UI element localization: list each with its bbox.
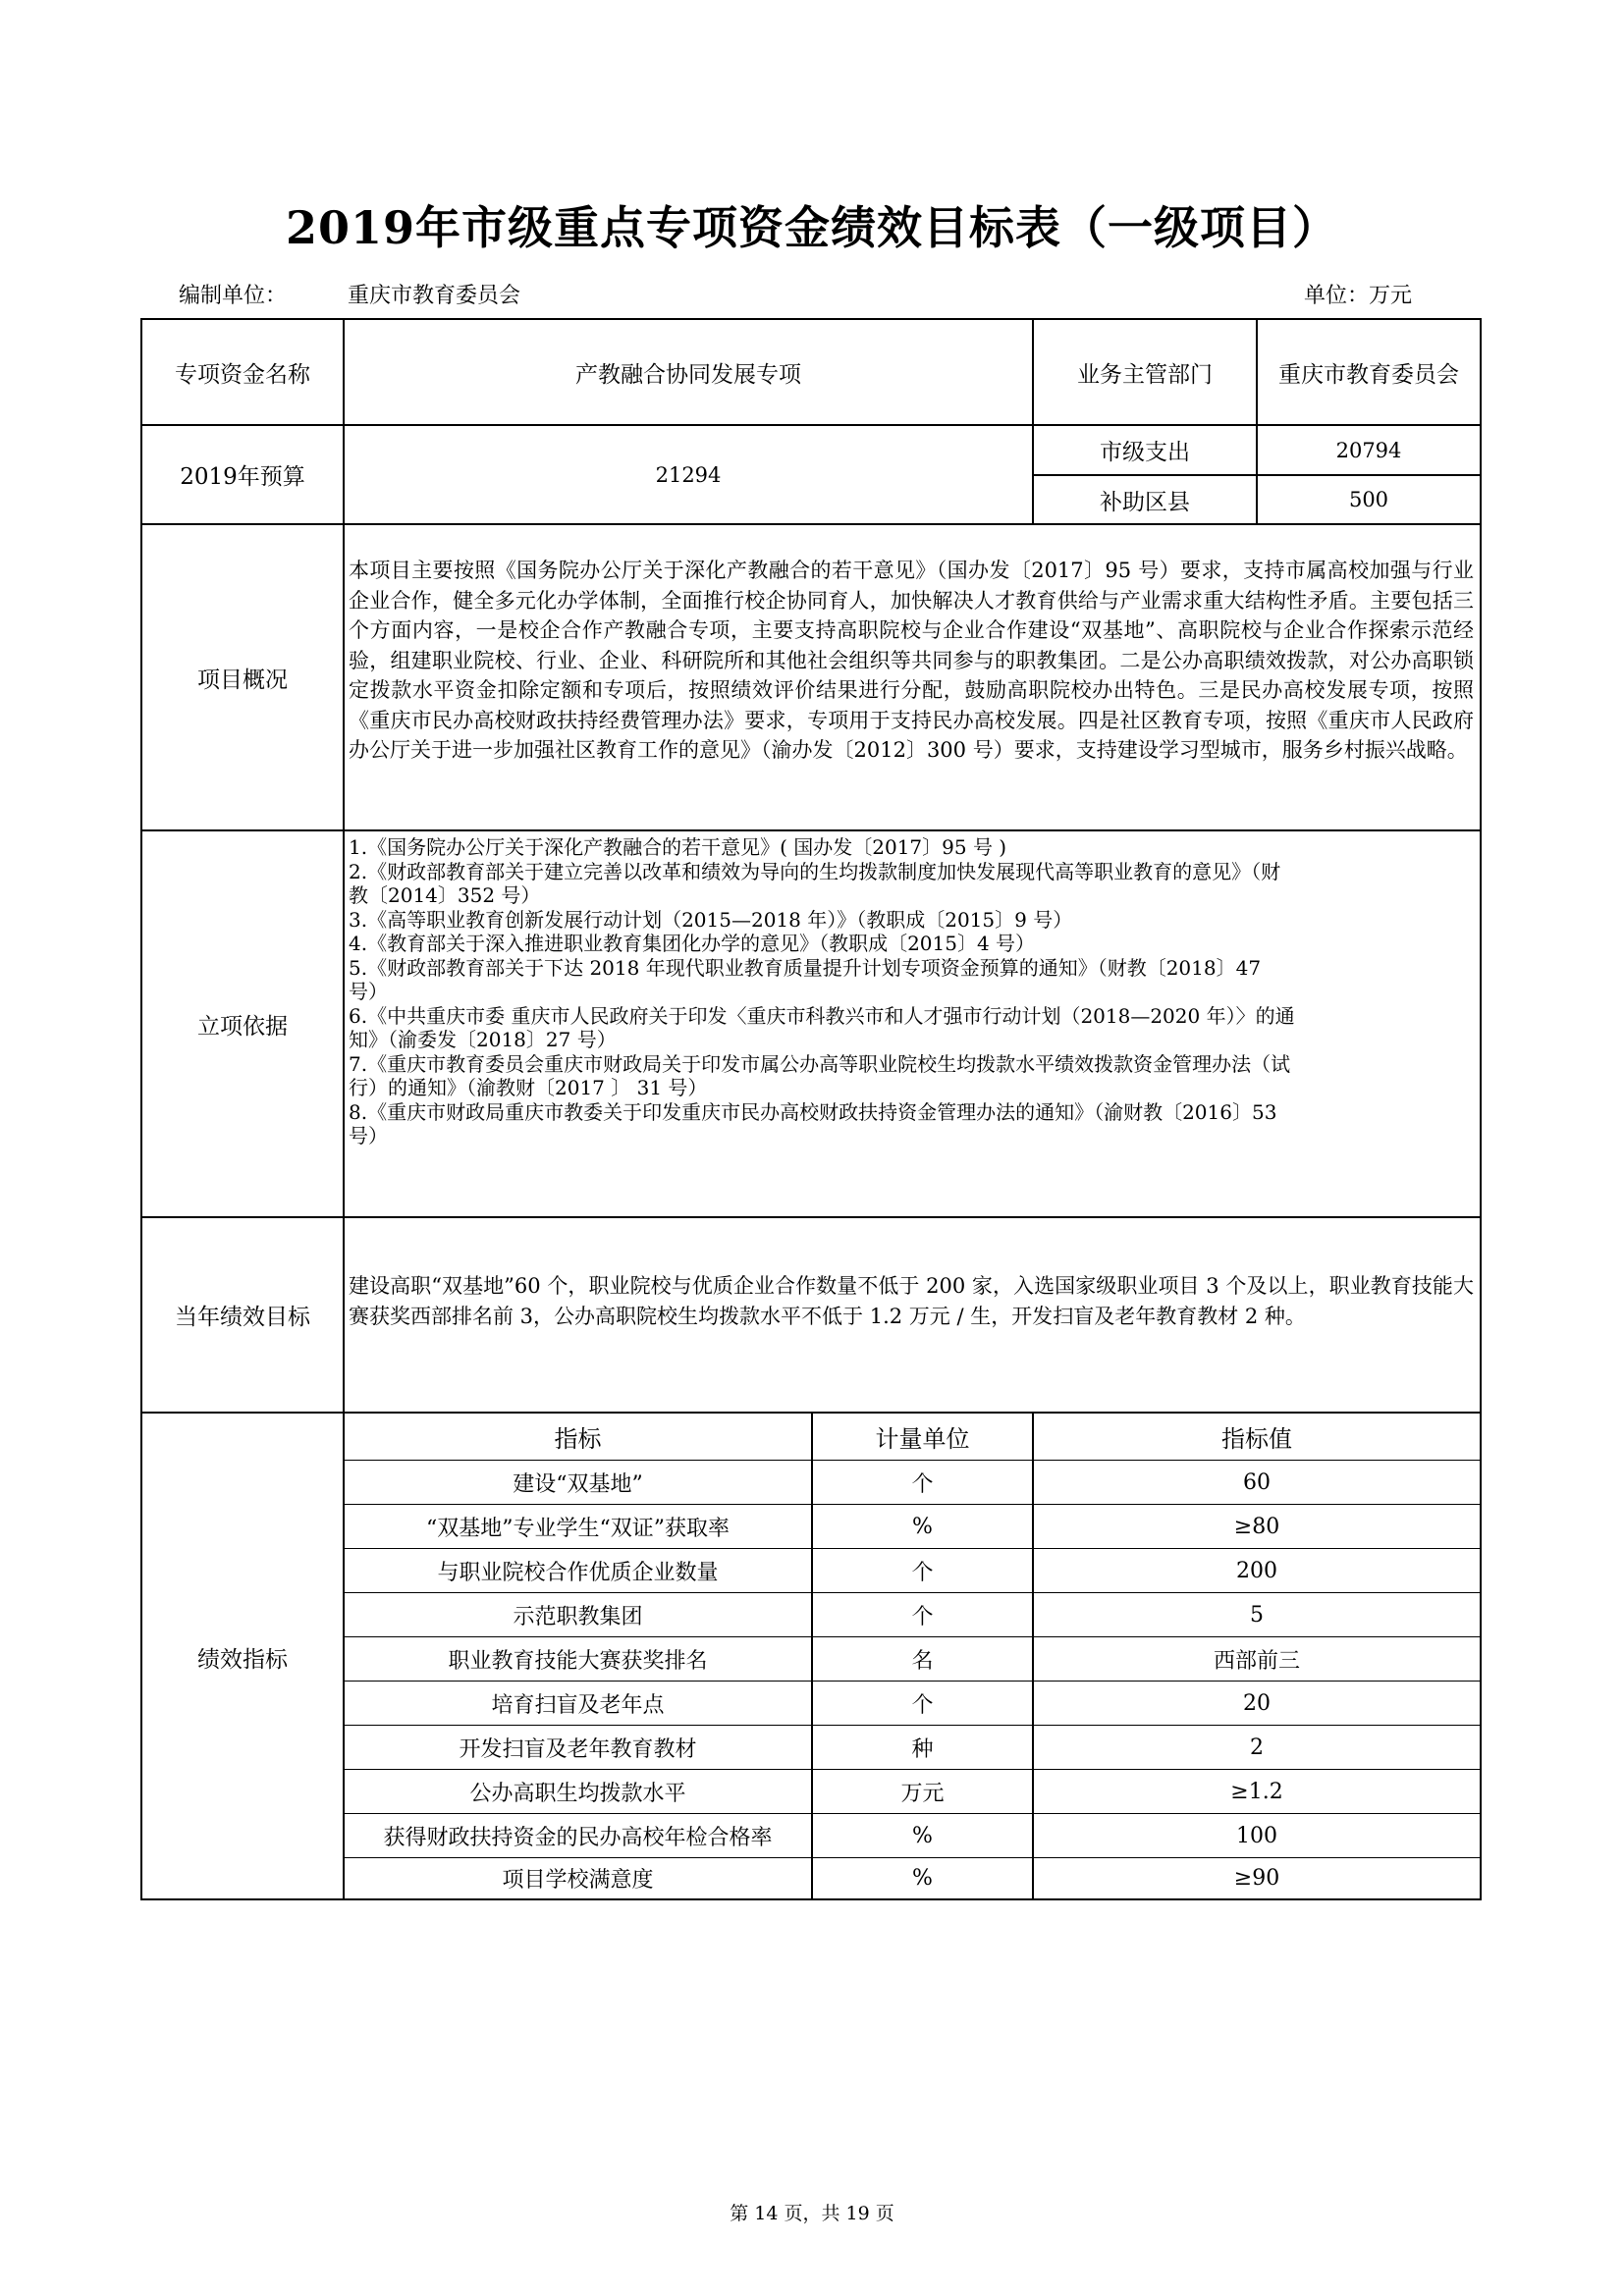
basis-line: 4.《教育部关于深入推进职业教育集团化办学的意见》（教职成〔2015〕4 号） <box>349 932 1036 955</box>
metric-value: 200 <box>1236 1558 1277 1583</box>
metric-value: ≥90 <box>1233 1866 1280 1891</box>
basis-line: 行）的通知》（渝教财〔2017 〕 31 号） <box>349 1076 708 1099</box>
basis-line: 号） <box>349 1124 388 1148</box>
metric-unit: % <box>912 1823 933 1848</box>
metrics-header-indicator: 指标 <box>554 1425 602 1453</box>
budget-value: 21294 <box>655 462 722 487</box>
goal-text: 建设高职“双基地”60 个，职业院校与优质企业合作数量不低于 200 家，入选国家级职业项目 3 个及以上，职业教育技能大赛获奖西部排名前 3，公办高职院校生均拨款水平不低于 1.2 万元 / 生，开发扫盲及老年教育教材 2 种。 <box>349 1274 1474 1328</box>
basis-line: 6.《中共重庆市委 重庆市人民政府关于印发〈重庆市科教兴市和人才强市行动计划（2018—2020 年）〉的通 <box>349 1003 1295 1028</box>
metric-unit: 个 <box>911 1692 934 1718</box>
overview-text: 本项目主要按照《国务院办公厅关于深化产教融合的若干意见》（国办发〔2017〕95 号）要求，支持市属高校加强与行业企业合作，健全多元化办学体制，全面推行校企协同育人，加快解决人才教育供给与产业需求重大结构性矛盾。主要包括三个方面内容，一是校企合作产教融合专项，主要支持高职院校与企业合作建设“双基地”、高职院校与企业合作探索示范经验，组建职业院校、行业、企业、科研院所和其他社会组织等共同参与的职教集团。二是公办高职绩效拨款，对公办高职锁定拨款水平资金扣除定额和专项后，按照绩效评价结果进行分配，鼓励高职院校办出特色。三是民办高校发展专项，按照《重庆市民办高校财政扶持经费管理办法》要求，专项用于支持民办高校发展。四是社区教育专项，按照《重庆市人民政府办公厅关于进一步加强社区教育工作的意见》（渝办发〔2012〕300 号）要求，支持建设学习型城市，服务乡村振兴战略。 <box>349 559 1474 762</box>
metric-name: 职业教育技能大赛获奖排名 <box>448 1648 708 1674</box>
fund-name-value: 产教融合协同发展专项 <box>575 361 801 388</box>
metric-value: 60 <box>1243 1469 1271 1495</box>
page-footer: 第 14 页，共 19 页 <box>730 2203 894 2224</box>
basis-line: 号） <box>349 980 388 1003</box>
metrics-label: 绩效指标 <box>197 1646 288 1673</box>
basis-line: 1.《国务院办公厅关于深化产教融合的若干意见》( 国办发〔2017〕95 号 ) <box>349 835 1007 859</box>
fund-name-label: 专项资金名称 <box>175 361 310 388</box>
district-subsidy-value: 500 <box>1348 488 1389 511</box>
basis-label: 立项依据 <box>197 1013 288 1040</box>
metric-name: 开发扫盲及老年教育教材 <box>459 1736 697 1762</box>
metric-unit: 个 <box>911 1604 934 1629</box>
basis-line: 3.《高等职业教育创新发展行动计划（2015—2018 年）》（教职成〔2015〕9 号） <box>349 907 1073 932</box>
dept-value: 重庆市教育委员会 <box>1278 361 1459 388</box>
basis-line: 2.《财政部教育部关于建立完善以改革和绩效为导向的生均拨款制度加快发展现代高等职业教育的意见》（财 <box>349 859 1281 883</box>
metric-value: ≥80 <box>1233 1514 1280 1539</box>
metric-name: 建设“双基地” <box>513 1471 643 1497</box>
city-spend-label: 市级支出 <box>1100 440 1190 465</box>
basis-list <box>349 835 1478 1148</box>
metric-name: “双基地”专业学生“双证”获取率 <box>426 1516 730 1541</box>
metric-unit: 个 <box>911 1471 934 1497</box>
metrics-header-unit: 计量单位 <box>875 1425 970 1453</box>
metric-value: 西部前三 <box>1213 1648 1300 1674</box>
metric-value: 2 <box>1250 1735 1264 1760</box>
metric-name: 培育扫盲及老年点 <box>491 1692 665 1718</box>
overview-label: 项目概况 <box>197 667 288 693</box>
metric-unit: 万元 <box>900 1781 945 1806</box>
metrics-header-value: 指标值 <box>1221 1425 1292 1453</box>
basis-line: 7.《重庆市教育委员会重庆市财政局关于印发市属公办高等职业院校生均拨款水平绩效拨款资金管理办法（试 <box>349 1051 1291 1076</box>
unit-label: 单位：万元 <box>1304 284 1413 308</box>
org-value: 重庆市教育委员会 <box>348 284 521 308</box>
metric-unit: % <box>912 1514 933 1539</box>
goal-label: 当年绩效目标 <box>175 1305 310 1330</box>
page-title: 2019年市级重点专项资金绩效目标表（一级项目） <box>285 201 1339 254</box>
basis-line: 8.《重庆市财政局重庆市教委关于印发重庆市民办高校财政扶持资金管理办法的通知》（渝财教〔2016〕53 <box>349 1099 1277 1124</box>
city-spend-value: 20794 <box>1335 438 1402 462</box>
org-label: 编制单位： <box>179 284 288 308</box>
metric-unit: 种 <box>911 1736 934 1762</box>
metric-value: 5 <box>1250 1602 1264 1628</box>
metric-unit: 个 <box>911 1560 934 1585</box>
metric-unit: 名 <box>911 1648 934 1674</box>
metric-name: 项目学校满意度 <box>502 1868 654 1893</box>
metric-name: 与职业院校合作优质企业数量 <box>437 1560 719 1585</box>
district-subsidy-label: 补助区县 <box>1100 489 1190 515</box>
metric-value: 20 <box>1243 1690 1271 1716</box>
basis-line: 教〔2014〕352 号） <box>349 883 541 907</box>
metric-name: 示范职教集团 <box>513 1604 643 1629</box>
metric-value: 100 <box>1236 1823 1277 1848</box>
budget-label: 2019年预算 <box>180 464 305 490</box>
metric-unit: % <box>912 1866 933 1891</box>
dept-label: 业务主管部门 <box>1077 361 1213 388</box>
metric-value: ≥1.2 <box>1230 1779 1283 1804</box>
basis-line: 知》（渝委发〔2018〕27 号） <box>349 1028 617 1051</box>
basis-line: 5.《财政部教育部关于下达 2018 年现代职业教育质量提升计划专项资金预算的通知》（财教〔2018〕47 <box>349 955 1262 980</box>
metric-name: 获得财政扶持资金的民办高校年检合格率 <box>383 1825 773 1850</box>
metric-name: 公办高职生均拨款水平 <box>469 1781 686 1806</box>
